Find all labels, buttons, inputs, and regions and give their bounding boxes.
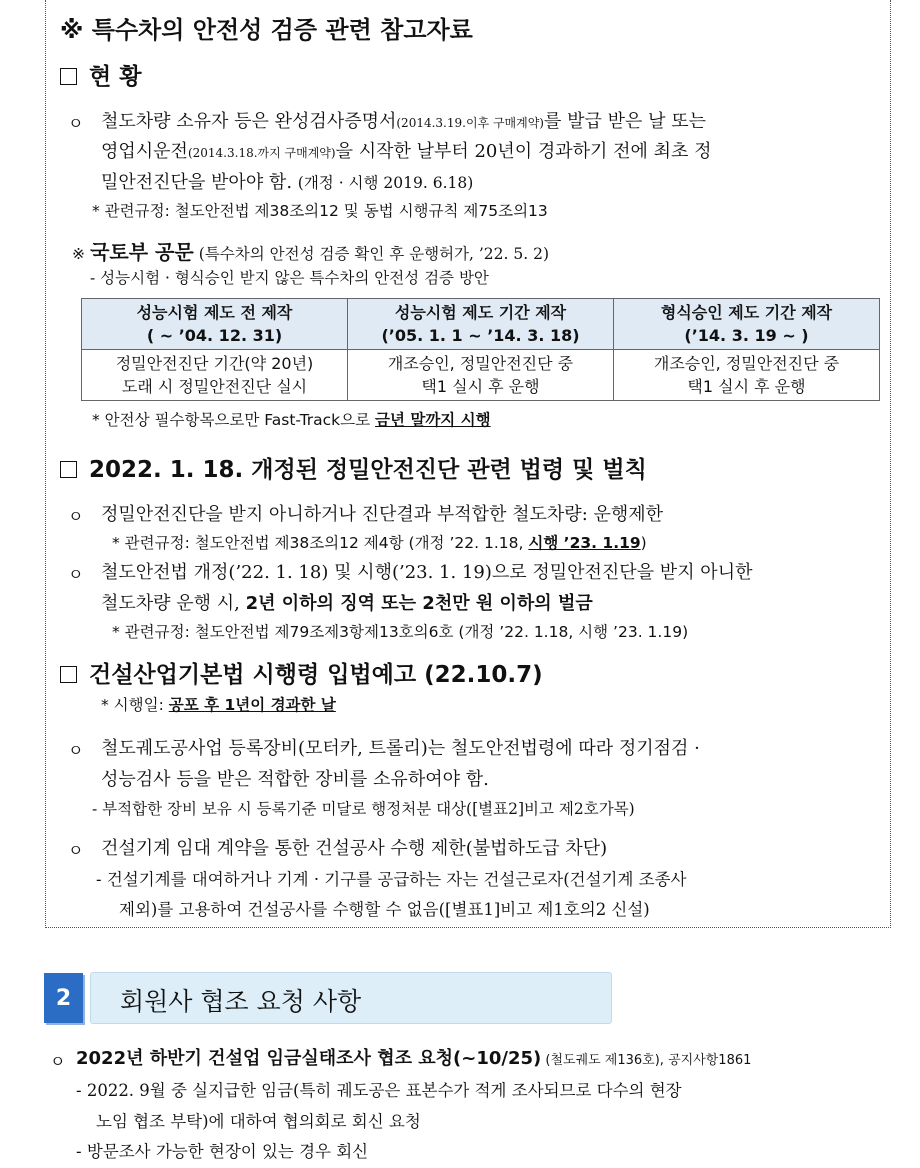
notice-detail: (특수차의 안전성 검증 확인 후 운행허가, ’22. 5. 2) — [198, 245, 549, 263]
table-cell: 개조승인, 정밀안전진단 중 택1 실시 후 운행 — [348, 350, 614, 401]
decree-item2: 건설기계 임대 계약을 통한 건설공사 수행 제한(불법하도급 차단) — [101, 838, 608, 859]
law-item2-line2: 철도차량 운행 시, 2년 이하의 징역 또는 2천만 원 이하의 벌금 — [101, 593, 593, 614]
notice-label: 국토부 공문 — [90, 240, 194, 264]
law-item2-line1: 철도안전법 개정(’22. 1. 18) 및 시행(’23. 1. 19)으로 정밀안전진단을 받지 아니한 — [101, 562, 753, 583]
checkbox-square-icon — [60, 666, 77, 683]
law-heading-text: 2022. 1. 18. 개정된 정밀안전진단 관련 법령 및 벌칙 — [89, 457, 647, 483]
status-heading — [60, 58, 141, 91]
section2-sub1-line2: 노임 협조 부탁)에 대하여 협의회로 회신 요청 — [96, 1112, 421, 1131]
table-header-cell: 성능시험 제도 기간 제작 (’05. 1. 1 ~ ’14. 3. 18) — [348, 299, 614, 350]
law-item1: 정밀안전진단을 받지 아니하거나 진단결과 부적합한 철도차량: 운행제한 — [101, 504, 664, 525]
decree-item1-sub: - 부적합한 장비 보유 시 등록기준 미달로 행정처분 대상([별표2]비고 제2호가목) — [92, 800, 635, 818]
law-item2-ref: * 관련규정: 철도안전법 제79조제3항제13호의6호 (개정 ’22. 1.18, 시행 ’23. 1.19) — [112, 623, 689, 641]
safety-table — [81, 298, 880, 401]
law-heading — [60, 451, 647, 484]
status-item1-line2: 영업시운전(2014.3.18.까지 구매계약)을 시작한 날부터 20년이 경과하기 전에 최초 정 — [101, 141, 712, 162]
checkbox-square-icon — [60, 461, 77, 478]
section-title: 회원사 협조 요청 사항 — [120, 987, 362, 1016]
decree-heading-text: 건설산업기본법 시행령 입법예고 (22.10.7) — [89, 662, 543, 688]
decree-item1-line2: 성능검사 등을 받은 적합한 장비를 소유하여야 함. — [101, 769, 489, 790]
notice-line: ※ 국토부 공문 (특수차의 안전성 검증 확인 후 운행허가, ’22. 5. 2) — [72, 240, 549, 264]
bullet: ㅇ — [68, 507, 84, 526]
law-item1-ref: * 관련규정: 철도안전법 제38조의12 제4항 (개정 ’22. 1.18, 시행 ’23. 1.19) — [112, 534, 647, 552]
decree-effective: * 시행일: 공포 후 1년이 경과한 날 — [101, 696, 336, 714]
decree-item2-sub-line2: 제외)를 고용하여 건설공사를 수행할 수 없음([별표1]비고 제1호의2 신설) — [119, 900, 650, 919]
decree-item2-sub-line1: - 건설기계를 대여하거나 기계 · 기구를 공급하는 자는 건설근로자(건설기계 조종사 — [96, 870, 687, 889]
status-item1-line1: 철도차량 소유자 등은 완성검사증명서(2014.3.19.이후 구매계약)를 발급 받은 날 또는 — [101, 111, 706, 132]
decree-heading — [60, 656, 543, 689]
table-header-cell: 성능시험 제도 전 제작 ( ~ ’04. 12. 31) — [82, 299, 348, 350]
checkbox-square-icon — [60, 68, 77, 85]
bullet: ㅇ — [68, 741, 84, 760]
section2-sub1-line1: - 2022. 9월 중 실지급한 임금(특히 궤도공은 표본수가 적게 조사되므로 다수의 현장 — [76, 1081, 682, 1100]
table-header-cell: 형식승인 제도 기간 제작 (’14. 3. 19 ~ ) — [614, 299, 880, 350]
notice-sub: - 성능시험 · 형식승인 받지 않은 특수차의 안전성 검증 방안 — [90, 269, 489, 287]
table-row — [82, 350, 880, 401]
status-item1-ref: * 관련규정: 철도안전법 제38조의12 및 동법 시행규칙 제75조의13 — [92, 202, 548, 220]
table-header-row — [82, 299, 880, 350]
bullet: ㅇ — [68, 841, 84, 860]
status-heading-text: 현 황 — [89, 64, 142, 90]
section2-sub2: - 방문조사 가능한 현장이 있는 경우 회신 — [76, 1142, 369, 1161]
bullet: ㅇ — [50, 1052, 66, 1071]
status-item1-line3: 밀안전진단을 받아야 함. (개정 · 시행 2019. 6.18) — [101, 172, 474, 193]
bullet: ㅇ — [68, 114, 84, 133]
decree-item1-line1: 철도궤도공사업 등록장비(모터카, 트롤리)는 철도안전법령에 따라 정기점검 · — [101, 738, 700, 759]
section-number-badge: 2 — [44, 973, 83, 1023]
fasttrack-note: * 안전상 필수항목으로만 Fast-Track으로 금년 말까지 시행 — [92, 411, 491, 429]
table-cell: 정밀안전진단 기간(약 20년) 도래 시 정밀안전진단 실시 — [82, 350, 348, 401]
page-title: ※ 특수차의 안전성 검증 관련 참고자료 — [60, 16, 473, 44]
bullet: ㅇ — [68, 565, 84, 584]
section2-item1: 2022년 하반기 건설업 임금실태조사 협조 요청(~10/25) (철도궤도 제136호), 공지사항1861 — [76, 1048, 752, 1069]
table-cell: 개조승인, 정밀안전진단 중 택1 실시 후 운행 — [614, 350, 880, 401]
